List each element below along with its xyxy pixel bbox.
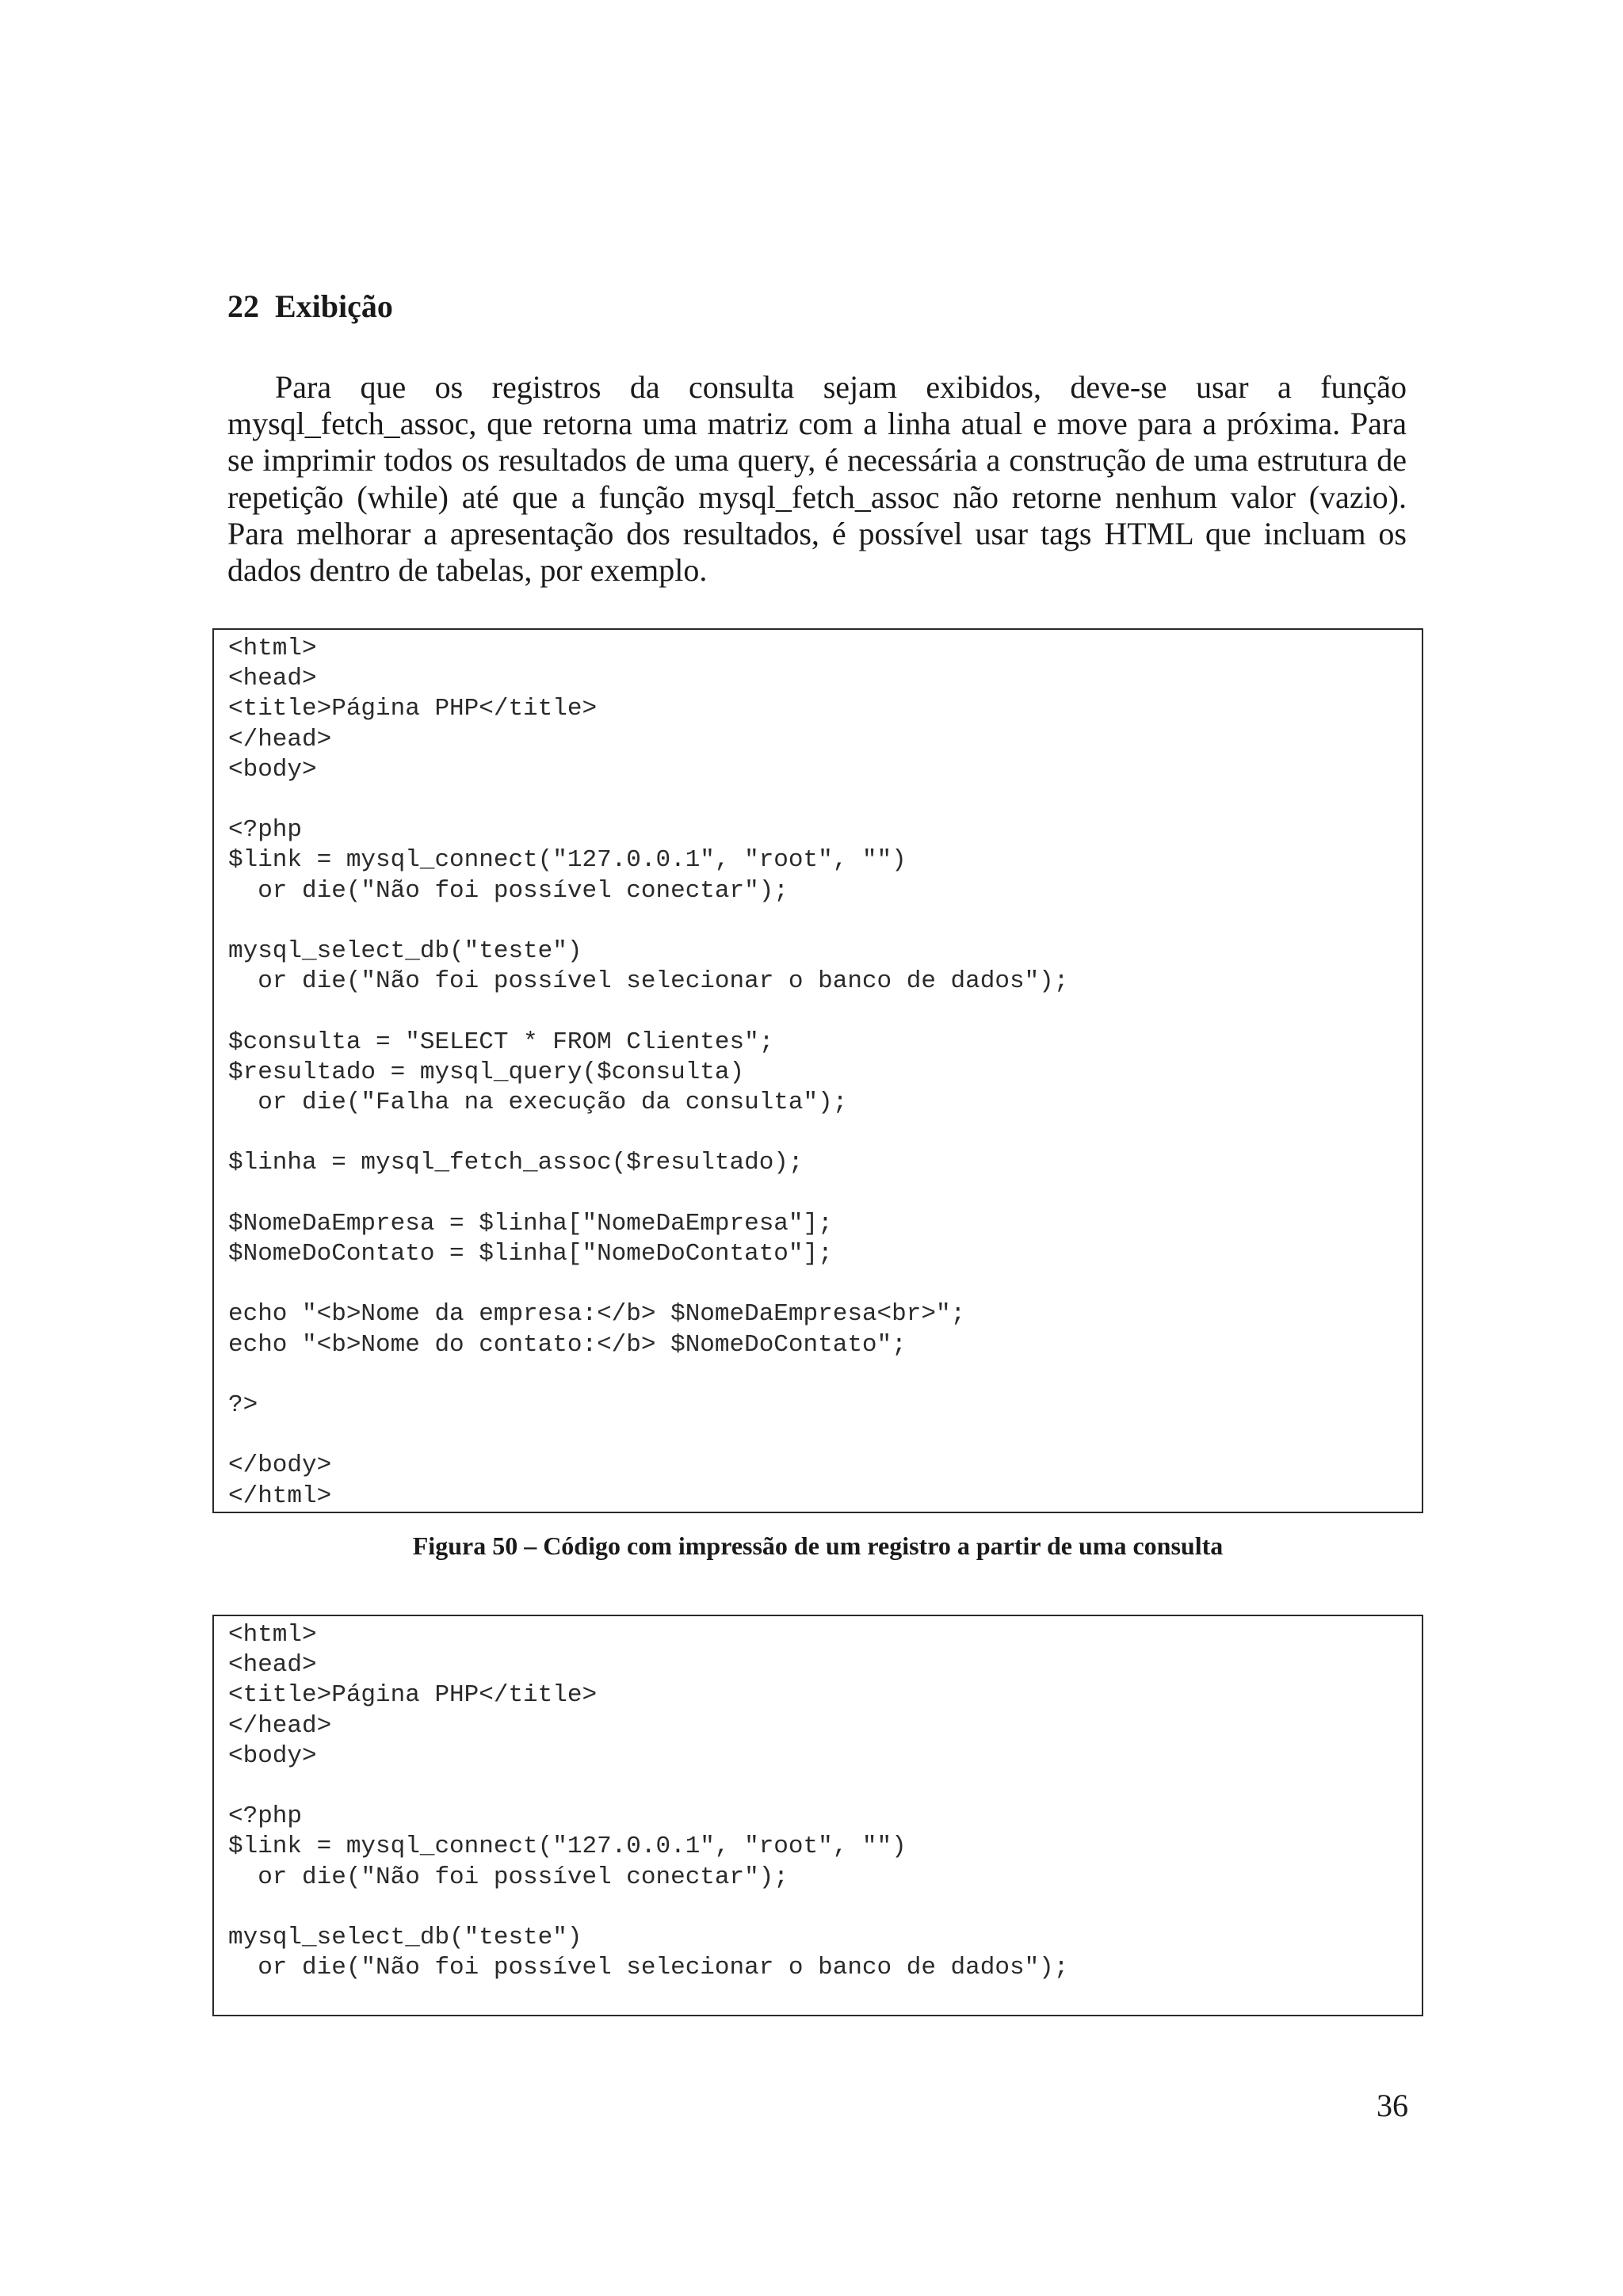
code-listing-figure-50 bbox=[212, 628, 1423, 1513]
section-heading: 22 Exibição bbox=[227, 288, 393, 324]
figure-caption: Figura 50 – Código com impressão de um registro a partir de uma consulta bbox=[412, 1531, 1224, 1560]
page-number: 36 bbox=[1377, 2088, 1408, 2123]
code-text: <html> <head> <title>Página PHP</title> </head> <body> <?php $link = mysql_connect("127.0.0.1", "root", "") or die("Não foi possível conectar"); mysql_select_db("teste") or die("Não foi possível selecionar o banco de dados"); $consulta = "SELECT * FROM Clientes"; $resultado = mysql_query($consulta) or die("Falha na execução da consulta"); $linha = mysql_fetch_assoc($resultado); $NomeDaEmpresa = $linha["NomeDaEmpresa"]; $NomeDoContato = $linha["NomeDoContato"]; echo "<b>Nome da empresa:</b> $NomeDaEmpresa<br>"; echo "<b>Nome do contato:</b> $NomeDoContato"; ?> </body> </html> bbox=[228, 635, 1069, 1510]
code-text: <html> <head> <title>Página PHP</title> </head> <body> <?php $link = mysql_connect("127.0.0.1", "root", "") or die("Não foi possível conectar"); mysql_select_db("teste") or die("Não foi possível selecionar o banco de dados"); bbox=[228, 1621, 1069, 1982]
code-listing-continued bbox=[212, 1615, 1423, 2016]
body-paragraph: Para que os registros da consulta sejam exibidos, deve-se usar a função mysql_fetch_assoc, que retorna uma matriz com a linha atual e move para a próxima. Para se imprimir todos os resultados de uma query, é necessária a construção de uma estrutura de repetição (while) até que a função mysql_fetch_assoc não retorne nenhum valor (vazio). Para melhorar a apresentação dos resultados, é possível usar tags HTML que incluam os dados dentro de tabelas, por exemplo. bbox=[227, 369, 1407, 589]
